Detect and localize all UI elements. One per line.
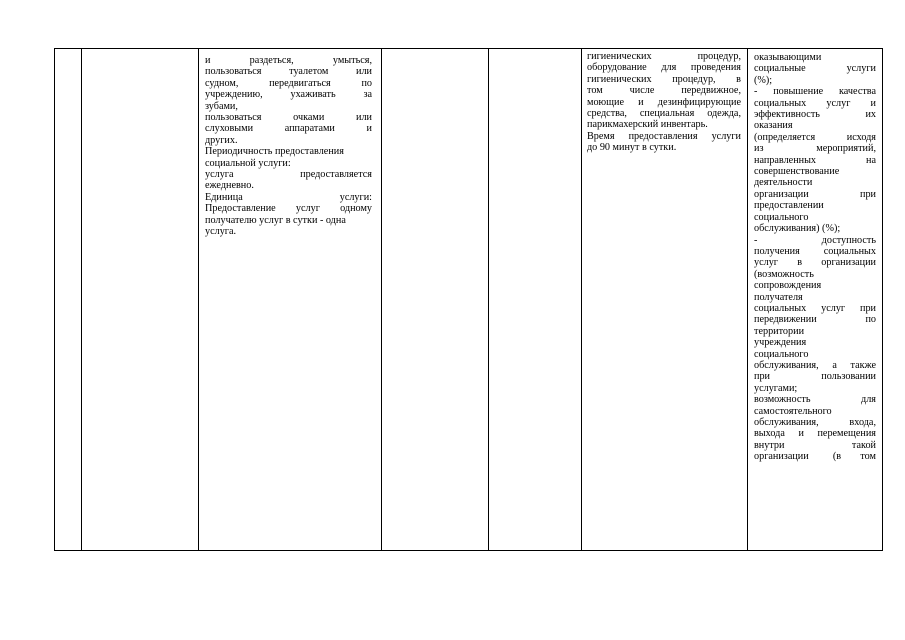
text-line: ежедневно. [205, 180, 254, 192]
text-line: слуховыми аппаратами и [205, 123, 372, 135]
text-line: при пользовании [754, 371, 876, 383]
text-line: учреждения [754, 337, 807, 349]
text-line: социального [754, 348, 809, 360]
text-line: обслуживания) (%); [754, 223, 841, 235]
text-line: из мероприятий, [754, 143, 876, 155]
text-line: обслуживания, а также [754, 359, 876, 371]
text-line: Предоставление услуг одному [205, 203, 372, 215]
text-line: социального [754, 211, 809, 223]
text-line: гигиенических процедур, [587, 51, 741, 62]
text-line: зубами, [205, 100, 238, 112]
text-line: деятельности [754, 177, 813, 189]
table-cell-service-name [82, 49, 198, 550]
text-line: (определяется исходя [754, 131, 876, 143]
text-line: выхода и перемещения [754, 428, 876, 440]
text-line: пользоваться очками или [205, 112, 372, 124]
text-line: моющие и дезинфицирующие [587, 96, 741, 108]
text-line: организации (в том [754, 451, 876, 463]
text-line: предоставлении [754, 200, 824, 212]
text-line: парикмахерский инвентарь. [587, 119, 708, 131]
text-line: до 90 минут в сутки. [587, 142, 677, 154]
text-line: Единица услуги: [205, 191, 372, 203]
quality-indicators-text [754, 52, 876, 463]
text-line: территории [754, 325, 805, 337]
text-line: получения социальных [754, 245, 876, 257]
text-line: внутри такой [754, 439, 876, 451]
text-line: том числе передвижное, [587, 85, 741, 97]
table-cell-quality-indicators [748, 49, 882, 550]
text-line: услуга. [205, 226, 237, 238]
text-line: эффективность их [754, 109, 876, 121]
service-description-text [205, 55, 372, 238]
text-line: возможность для [754, 394, 876, 406]
text-line: пользоваться туалетом или [205, 66, 372, 78]
table-cell-column-5 [489, 49, 581, 550]
text-line: Периодичность предоставления [205, 146, 344, 158]
text-line: социальных услуг и [754, 97, 876, 109]
text-line: передвижении по [754, 314, 876, 326]
text-line: оказания [754, 120, 793, 132]
text-line: социальной услуги: [205, 157, 291, 169]
text-line: оказывающими [754, 52, 822, 63]
text-line: обслуживания, входа, [754, 417, 876, 428]
services-table [54, 48, 883, 551]
text-line: гигиенических процедур, в [587, 73, 741, 85]
text-line: социальные услуги [754, 63, 876, 75]
text-line: организации при [754, 188, 876, 200]
table-cell-number [55, 49, 81, 550]
text-line: судном, передвигаться по [205, 77, 372, 89]
text-line: совершенствование [754, 166, 840, 178]
text-line: сопровождения [754, 280, 822, 292]
text-line: получателю услуг в сутки - одна [205, 214, 346, 226]
text-line: средства, специальная одежда, [587, 108, 741, 120]
text-line: Время предоставления услуги [587, 130, 741, 142]
text-line: услуг в организации [754, 257, 876, 269]
text-line: услуга предоставляется [205, 169, 372, 181]
service-conditions-text [587, 51, 741, 154]
text-line: услугами; [754, 382, 798, 394]
text-line: (%); [754, 74, 773, 86]
text-line: и раздеться, умыться, [205, 55, 372, 66]
table-cell-service-description [199, 49, 381, 550]
text-line: оборудование для проведения [587, 62, 741, 74]
text-line: направленных на [754, 154, 876, 166]
table-cell-service-conditions [582, 49, 747, 550]
text-line: (возможность [754, 268, 814, 280]
table-cell-column-4 [382, 49, 488, 550]
text-line: учреждению, ухаживать за [205, 89, 372, 101]
text-line: - доступность [754, 234, 876, 246]
text-line: других. [205, 134, 238, 146]
text-line: самостоятельного [754, 405, 832, 417]
text-line: получателя [754, 291, 803, 303]
text-line: социальных услуг при [754, 302, 876, 314]
text-line: - повышение качества [754, 86, 876, 98]
